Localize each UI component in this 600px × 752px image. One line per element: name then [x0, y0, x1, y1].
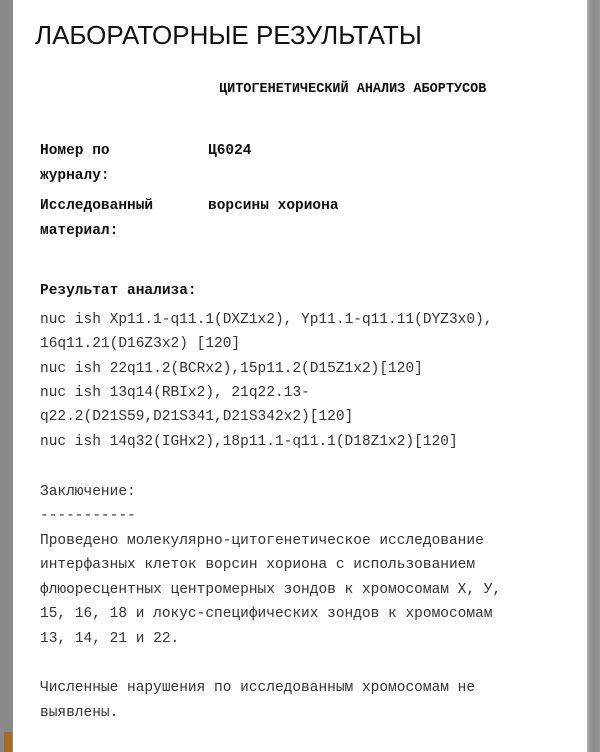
result-line: q22.2(D21S59,D21S341,D21S342x2)[120] — [40, 409, 354, 425]
conclusion-line: 15, 16, 18 и локус-специфических зондов к хромосомам — [40, 606, 493, 622]
result-line: nuc ish 14q32(IGHx2),18p11.1-q11.1(D18Z1x2)[120] — [40, 434, 458, 450]
right-scrollbar[interactable] — [587, 0, 600, 752]
result-line: nuc ish 22q11.2(BCRx2),15p11.2(D15Z1x2)[120] — [40, 361, 423, 377]
conclusion-line: интерфазных клеток ворсин хориона с использованием — [40, 557, 476, 573]
journal-number-label-line2: журналу: — [40, 168, 110, 184]
document-page — [13, 0, 587, 752]
final-line: выявлены. — [40, 705, 119, 721]
final-line: Численные нарушения по исследованным хромосомам не — [40, 680, 476, 696]
journal-number-value: Ц6024 — [208, 143, 252, 159]
conclusion-divider: ----------- — [40, 508, 136, 524]
journal-number-label-line1: Номер по — [40, 143, 110, 159]
conclusion-line: 13, 14, 21 и 22. — [40, 631, 180, 647]
conclusion-line: Проведено молекулярно-цитогенетическое исследование — [40, 533, 484, 549]
material-value: ворсины хориона — [208, 198, 339, 214]
document-title: ЛАБОРАТОРНЫЕ РЕЗУЛЬТАТЫ — [35, 20, 422, 50]
conclusion-line: флюоресцентных центромерных зондов к хромосомам X, У, — [40, 582, 502, 598]
left-accent-bar — [4, 732, 12, 752]
left-frame — [0, 0, 13, 752]
material-label-line2: материал: — [40, 223, 119, 239]
result-line: nuc ish 13q14(RBIx2), 21q22.13- — [40, 385, 310, 401]
result-line: nuc ish Xp11.1-q11.1(DXZ1x2), Yp11.1-q11.11(DYZ3x0), — [40, 312, 493, 328]
document-subtitle: ЦИТОГЕНЕТИЧЕСКИЙ АНАЛИЗ АБОРТУСОВ — [219, 82, 487, 97]
result-line: 16q11.21(D16Z3x2) [120] — [40, 336, 241, 352]
conclusion-title: Заключение: — [40, 484, 136, 500]
material-label-line1: Исследованный — [40, 198, 154, 214]
result-title: Результат анализа: — [40, 283, 197, 299]
